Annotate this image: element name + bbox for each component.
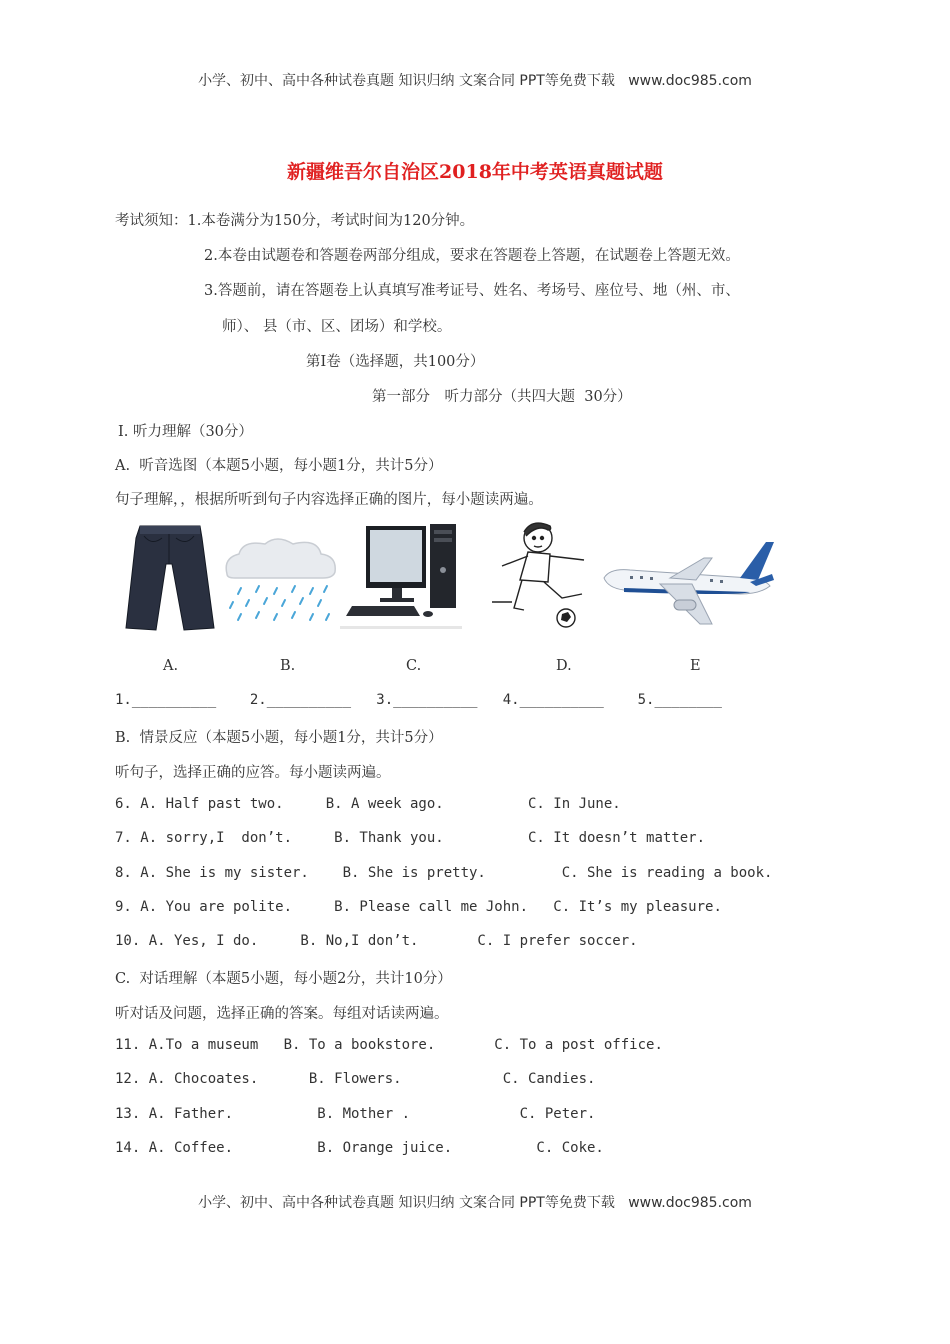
notice-line-2: 2.本卷由试题卷和答题卷两部分组成，要求在答题卷上答题，在试题卷上答题无效。 — [204, 248, 740, 264]
volume-heading: 第Ⅰ卷（选择题，共100分） — [306, 354, 485, 370]
picture-label-c: C. — [406, 658, 422, 674]
question-13: 13. A. Father. B. Mother . C. Peter. — [115, 1106, 596, 1122]
question-12: 12. A. Chocoates. B. Flowers. C. Candies. — [115, 1071, 596, 1087]
section-a-instruction: 句子理解，，根据所听到句子内容选择正确的图片，每小题读两遍。 — [115, 492, 543, 508]
rain-cloud-picture — [221, 536, 339, 632]
section-b-instruction: 听句子，选择正确的应答。每小题读两遍。 — [115, 765, 391, 781]
page-title: 新疆维吾尔自治区2018年中考英语真题试题 — [287, 161, 663, 183]
question-9: 9. A. You are polite. B. Please call me John. C. It’s my pleasure. — [115, 899, 722, 915]
picture-label-a: A. — [163, 658, 179, 674]
airplane-picture — [600, 538, 776, 628]
picture-label-b: B. — [280, 658, 296, 674]
jeans-picture — [122, 524, 216, 632]
question-11: 11. A.To a museum B. To a bookstore. C. To a post office. — [115, 1037, 663, 1053]
question-7: 7. A. sorry,I don’t. B. Thank you. C. It doesn’t matter. — [115, 830, 706, 846]
boy-playing-soccer-picture — [492, 516, 600, 632]
part-heading: 第一部分 听力部分（共四大题 30分） — [372, 389, 632, 405]
section-c-heading: C. 对话理解（本题5小题，每小题2分，共计10分） — [115, 971, 452, 987]
picture-label-d: D. — [556, 658, 572, 674]
page-header: 小学、初中、高中各种试卷真题 知识归纳 文案合同 PPT等免费下载 www.doc985.com — [198, 73, 752, 89]
question-8: 8. A. She is my sister. B. She is pretty. C. She is reading a book. — [115, 865, 773, 881]
question-14: 14. A. Coffee. B. Orange juice. C. Coke. — [115, 1140, 604, 1156]
section-heading: Ⅰ. 听力理解（30分） — [118, 424, 253, 440]
section-c-instruction: 听对话及问题，选择正确的答案。每组对话读两遍。 — [115, 1006, 449, 1022]
notice-line-1: 考试须知：1.本卷满分为150分，考试时间为120分钟。 — [115, 213, 475, 229]
notice-line-4: 师）、 县（市、区、团场）和学校。 — [222, 319, 452, 335]
computer-picture — [340, 520, 462, 632]
section-b-heading: B. 情景反应（本题5小题，每小题1分，共计5分） — [115, 730, 443, 746]
picture-label-e: E — [690, 658, 701, 674]
notice-line-3: 3.答题前，请在答题卷上认真填写准考证号、姓名、考场号、座位号、地（州、市、 — [204, 283, 740, 299]
question-10: 10. A. Yes, I do. B. No,I don’t. C. I prefer soccer. — [115, 933, 638, 949]
page-footer: 小学、初中、高中各种试卷真题 知识归纳 文案合同 PPT等免费下载 www.doc985.com — [198, 1195, 752, 1211]
section-a-heading: A. 听音选图（本题5小题，每小题1分，共计5分） — [115, 458, 443, 474]
question-6: 6. A. Half past two. B. A week ago. C. In June. — [115, 796, 621, 812]
answer-blanks: 1.__________ 2.__________ 3.__________ 4.__________ 5.________ — [115, 692, 722, 708]
